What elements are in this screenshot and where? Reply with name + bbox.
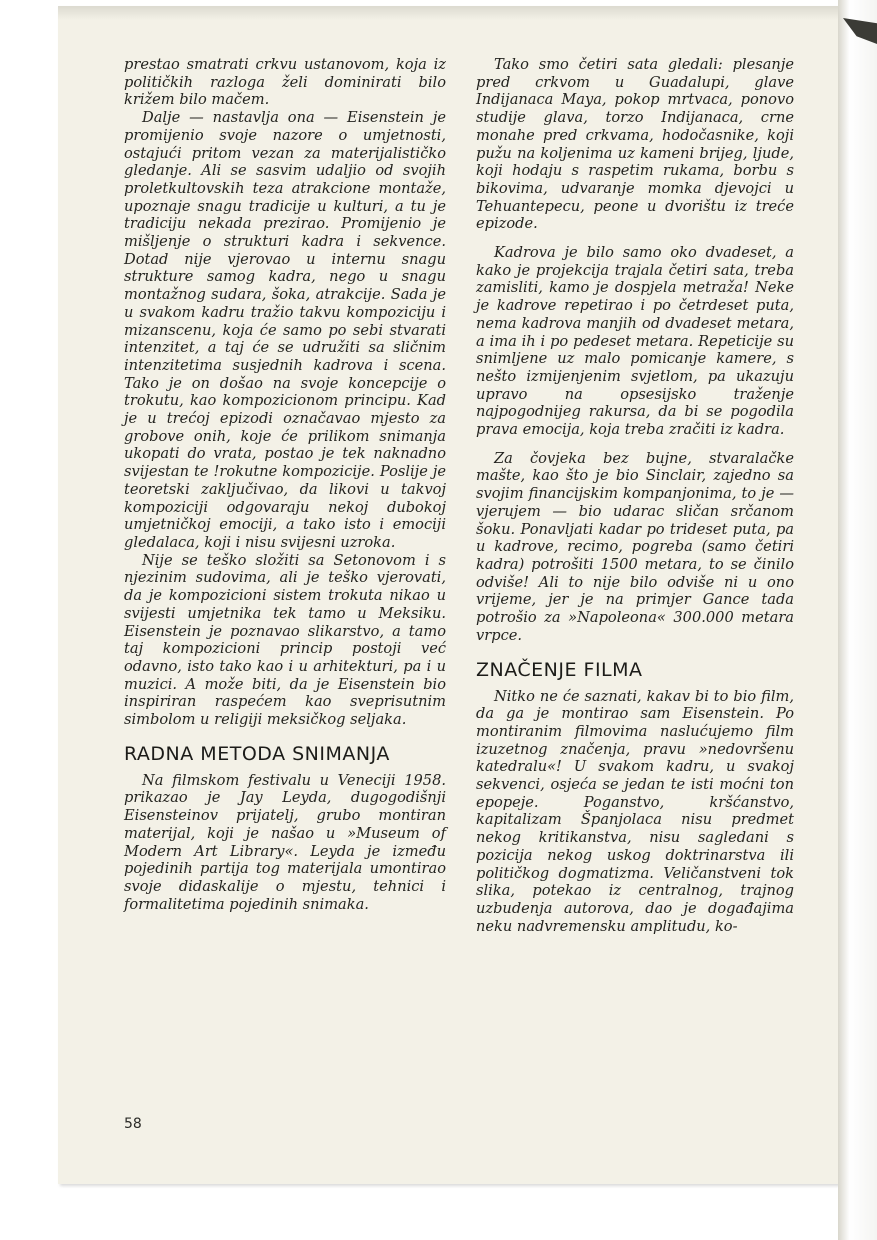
paragraph: Na filmskom festivalu u Veneciji 1958. prikazao je Jay Leyda, dugogodišnji Eisensteinov prijatelj, grubo montiran materijal, koji je našao u »Museum of Modern Art Library«. Leyda je između pojedinih partija tog materijala umontirao svoje didaskalije o mjestu, tehnici i formalitetima pojedinih snimaka. — [124, 771, 446, 913]
paragraph: Tako smo četiri sata gledali: plesanje pred crkvom u Guadalupi, glave Indijanaca Maya, pokop mrtvaca, ponovo studije glava, torzo Indijanaca, crne monahe pred crkvama, hodočasnike, koji pužu na koljenima uz kameni brijeg, ljude, koji hodaju s raspetim rukama, borbu s bikovima, udvaranje momka djevojci u Tehuantepecu, peone u dvorištu iz treće epizode. — [476, 56, 794, 233]
section-heading: RADNA METODA SNIMANJA — [124, 742, 390, 765]
book-spine — [838, 0, 877, 1240]
paragraph: Dalje — nastavlja ona — Eisenstein je promijenio svoje nazore o umjetnosti, ostajući pritom vezan za materijalističko gledanje. Ali se sasvim udaljio od svojih proletkultovskih teza atrakcione montaže, upoznaje snagu tradicije u kulturi, a tu je tradiciju nekada prezirao. Promijenio je mišljenje o strukturi kadra i sekvence. Dotad nije vjerovao u internu snagu strukture samog kadra, nego u snagu montažnog sudara, šoka, atrakcije. Sada je u svakom kadru tražio takvu kompoziciju i mizanscenu, koja će samo po sebi stvarati intenzitet, a taj će se udružiti sa sličnim intenzitetima susjednih kadrova i scena. Tako je on došao na svoje koncepcije o trokutu, kao kompozicionom principu. Kad je u trećoj epizodi označavao mjesto za grobove onih, koje će prilikom snimanja ukopati do vrata, postao je tek naknadno svijestan te !rokutne kompozicije. Poslije je teoretski zaključivao, da likovi u takvoj kompoziciji odgovaraju nekoj dubokoj umjetničkoj emociji, a tako isto i emociji gledalaca, koji i nisu svijesni uzroka. — [124, 109, 446, 551]
paragraph: Kadrova je bilo samo oko dvadeset, a kako je projekcija trajala četiri sata, treba zamisliti, kamo je dospjela metraža! Neke je kadrove repetirao i po četrdeset puta, nema kadrova manjih od dvadeset metara, a ima ih i po pedeset metara. Repeticije su snimljene uz malo pomicanje kamere, s nešto izmijenjenim svjetlom, pa ukazuju upravo na opsesijsko traženje najpogodnijeg rakursa, da bi se pogodila prava emocija, koja treba zračiti iz kadra. — [476, 244, 794, 439]
paragraph: Za čovjeka bez bujne, stvaralačke mašte, kao što je bio Sinclair, zajedno sa svojim financijskim kompanjonima, to je — vjerujem — bio udarac sličan srčanom šoku. Ponavljati kadar po trideset puta, pa u kadrove, recimo, pogreba (samo četiri kadra) potrošiti 1500 metara, to se činilo odviše! Ali to nije bilo odviše ni u ono vrijeme, jer je na primjer Gance tada potrošio za »Napoleona« 300.000 metara vrpce. — [476, 449, 794, 644]
section-heading: ZNAČENJE FILMA — [476, 658, 643, 681]
page-shadow — [58, 6, 838, 20]
left-column — [124, 56, 446, 913]
page-number: 58 — [124, 1116, 142, 1132]
paragraph: prestao smatrati crkvu ustanovom, koja iz političkih razloga želi dominirati bilo križem bilo mačem. — [124, 56, 446, 109]
right-column — [476, 56, 794, 935]
paragraph: Nitko ne će saznati, kakav bi to bio film, da ga je montirao sam Eisenstein. Po montiranim filmovima naslućujemo film izuzetnog značenja, pravu »nedovršenu katedralu«! U svakom kadru, u svakoj sekvenci, osjeća se jedan te isti moćni ton epopeje. Poganstvo, kršćanstvo, kapitalizam Španjolaca nisu predmet nekog kritikanstva, nisu sagledani s pozicija nekog uskog doktrinarstva ili političkog dogmatizma. Veličanstveni tok slika, potekao iz centralnog, trajnog uzbudenja autorova, dao je događajima neku nadvremensku amplitudu, ko- — [476, 687, 794, 935]
paragraph: Nije se teško složiti sa Setonovom i s njezinim sudovima, ali je teško vjerovati, da je kompozicioni sistem trokuta nikao u svijesti umjetnika tek tamo u Meksiku. Eisenstein je poznavao slikarstvo, a tamo taj kompozicioni princip postoji već odavno, isto tako kao i u arhitekturi, pa i u muzici. A može biti, da je Eisenstein bio inspiriran raspećem kao sveprisutnim simbolom u religiji meksičkog seljaka. — [124, 551, 446, 729]
corner-mark — [843, 18, 877, 44]
